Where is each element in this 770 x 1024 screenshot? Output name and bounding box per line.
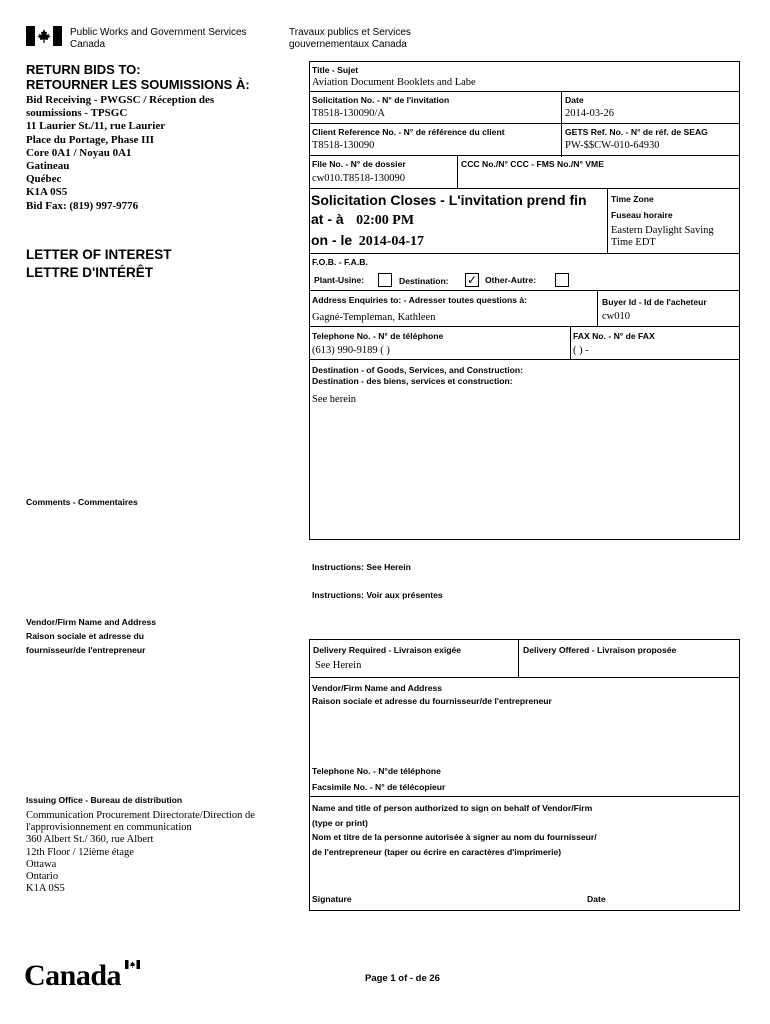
flag-symbol [26,26,62,46]
closing-date [311,232,424,250]
issuing-address-line: Ottawa [26,858,57,870]
file-number-value: cw010.T8518-130090 [312,173,406,184]
delivery-required-value: See Herein [315,660,362,671]
telephone-label: Telephone No. - N° de téléphone [312,331,444,341]
client-reference-value: T8518-130090 [312,140,375,151]
dept-fr-line-1: Travaux publics et Services [289,27,411,38]
destination-goods-label-fr: Destination - des biens, services et construction: [312,376,513,386]
destination-goods-value: See herein [312,394,357,405]
authorized-line-4: de l'entrepreneur (taper ou écrire en caractères d'imprimerie) [312,846,562,857]
page-number: Page 1 of - de 26 [365,973,440,984]
title-label: Title - Sujet [312,65,359,75]
buyer-id-label: Buyer Id - Id de l'acheteur [602,297,707,307]
document-type-en: LETTER OF INTEREST [26,247,172,262]
department-name-fr [289,27,411,51]
fax-value: ( ) - [573,345,589,356]
date-value: 2014-03-26 [565,108,614,119]
vendor-left-line-1: Vendor/Firm Name and Address [26,617,157,627]
enquiries-value: Gagné-Templeman, Kathleen [312,312,436,323]
return-bids-title [26,62,250,92]
issuing-address-line: Communication Procurement Directorate/Direction de [26,810,255,821]
on-value: 2014-04-17 [358,234,425,249]
dept-fr-line-2: gouvernementaux Canada [289,39,407,50]
instructions-fr: Instructions: Voir aux présentes [312,590,443,600]
on-label: on - le [311,232,353,248]
return-address-line: K1A 0S5 [26,186,68,199]
document-type-fr: LETTRE D'INTÉRÊT [26,265,153,280]
closing-time [311,211,414,229]
issuing-address-line: 360 Albert St./ 360, rue Albert [26,834,154,846]
destination-checkbox[interactable]: ✓ [466,273,478,287]
solicitation-number-value: T8518-130090/A [312,108,385,119]
issuing-office-label: Issuing Office - Bureau de distribution [26,795,183,805]
other-checkbox[interactable] [555,273,569,287]
return-bids-title-fr: RETOURNER LES SOUMISSIONS À: [26,77,250,92]
enquiries-label: Address Enquiries to: - Adresser toutes questions à: [312,295,528,305]
return-address-line: Core 0A1 / Noyau 0A1 [26,146,132,159]
buyer-id-value: cw010 [602,311,630,322]
vendor-telephone-label: Telephone No. - N°de téléphone [312,766,441,776]
authorized-line-3: Nom et titre de la personne autorisée à signer au nom du fournisseur/ [312,832,597,842]
plant-checkbox[interactable] [378,273,392,287]
comments-label: Comments - Commentaires [26,497,138,507]
canada-flag-icon [26,26,62,46]
return-address-line: Bid Fax: (819) 997-9776 [26,199,139,212]
document-type [26,246,172,282]
time-zone-value-2: Time EDT [611,237,656,248]
issuing-address-line: K1A 0S5 [26,883,65,895]
vendor-left-label [26,615,156,657]
destination-label: Destination: [399,276,449,286]
vendor-left-line-3: fournisseur/de l'entrepreneur [26,645,146,655]
return-address-line: Place du Portage, Phase III [26,133,155,146]
authorized-person-label [312,801,597,859]
fob-label: F.O.B. - F.A.B. [312,257,368,267]
ccc-number-label: CCC No./N° CCC - FMS No./N° VME [461,159,604,169]
return-bids-title-en: RETURN BIDS TO: [26,62,141,77]
time-zone-label-en: Time Zone [611,194,654,204]
canada-wordmark-text: Canada [24,959,122,992]
canada-wordmark [24,958,134,994]
time-zone-value-1: Eastern Daylight Saving [611,225,714,236]
dept-en-line-1: Public Works and Government Services [70,27,247,38]
vendor-name-input-area[interactable] [312,710,736,762]
delivery-required-label: Delivery Required - Livraison exigée [313,645,462,655]
department-name-en [70,27,247,51]
vendor-left-line-2: Raison sociale et adresse du [26,631,144,641]
return-address-line: Bid Receiving - PWGSC / Réception des [26,94,215,106]
issuing-address-line: Ontario [26,871,59,883]
delivery-offered-label: Delivery Offered - Livraison proposée [523,645,677,655]
authorized-line-1: Name and title of person authorized to sign on behalf of Vendor/Firm [312,803,593,813]
client-reference-label: Client Reference No. - N° de référence du client [312,127,505,137]
return-address-line: Gatineau [26,160,70,173]
issuing-office-address [26,810,255,895]
return-address-line: 11 Laurier St./11, rue Laurier [26,120,166,133]
vendor-facsimile-label: Facsimile No. - N° de télécopieur [312,782,446,792]
authorized-line-2: (type or print) [312,817,368,828]
return-bids-address [26,94,214,213]
date-label: Date [565,95,584,105]
gets-reference-label: GETS Ref. No. - N° de réf. de SEAG [565,127,708,137]
signature-date-label: Date [587,894,606,904]
fax-label: FAX No. - N° de FAX [573,331,655,341]
issuing-address-line: 12th Floor / 12ième étage [26,846,134,858]
at-value: 02:00 PM [356,213,415,228]
plant-label: Plant-Usine: [314,275,365,285]
gets-reference-value: PW-$$CW-010-64930 [565,140,660,151]
issuing-address-line: l'approvisionnement en communication [26,822,192,834]
file-number-label: File No. - N° de dossier [312,159,406,169]
title-value: Aviation Document Booklets and Labe [312,77,476,88]
solicitation-closes-label: Solicitation Closes - L'invitation prend fin [311,192,587,208]
solicitation-number-label: Solicitation No. - N° de l'invitation [312,95,450,105]
signature-label: Signature [312,894,352,904]
vendor-name-label-fr: Raison sociale et adresse du fournisseur/de l'entrepreneur [312,696,552,706]
instructions-en: Instructions: See Herein [312,562,411,572]
dept-en-line-2: Canada [70,39,106,50]
vendor-name-label-en: Vendor/Firm Name and Address [312,683,443,693]
at-label: at - à [311,211,344,227]
return-address-line: Québec [26,173,62,186]
other-label: Other-Autre: [485,275,537,285]
time-zone-label-fr: Fuseau horaire [611,210,673,220]
telephone-value: (613) 990-9189 ( ) [312,345,390,356]
return-address-line: soumissions - TPSGC [26,107,128,120]
destination-goods-label-en: Destination - of Goods, Services, and Construction: [312,365,524,375]
wordmark-flag-icon [125,960,140,969]
